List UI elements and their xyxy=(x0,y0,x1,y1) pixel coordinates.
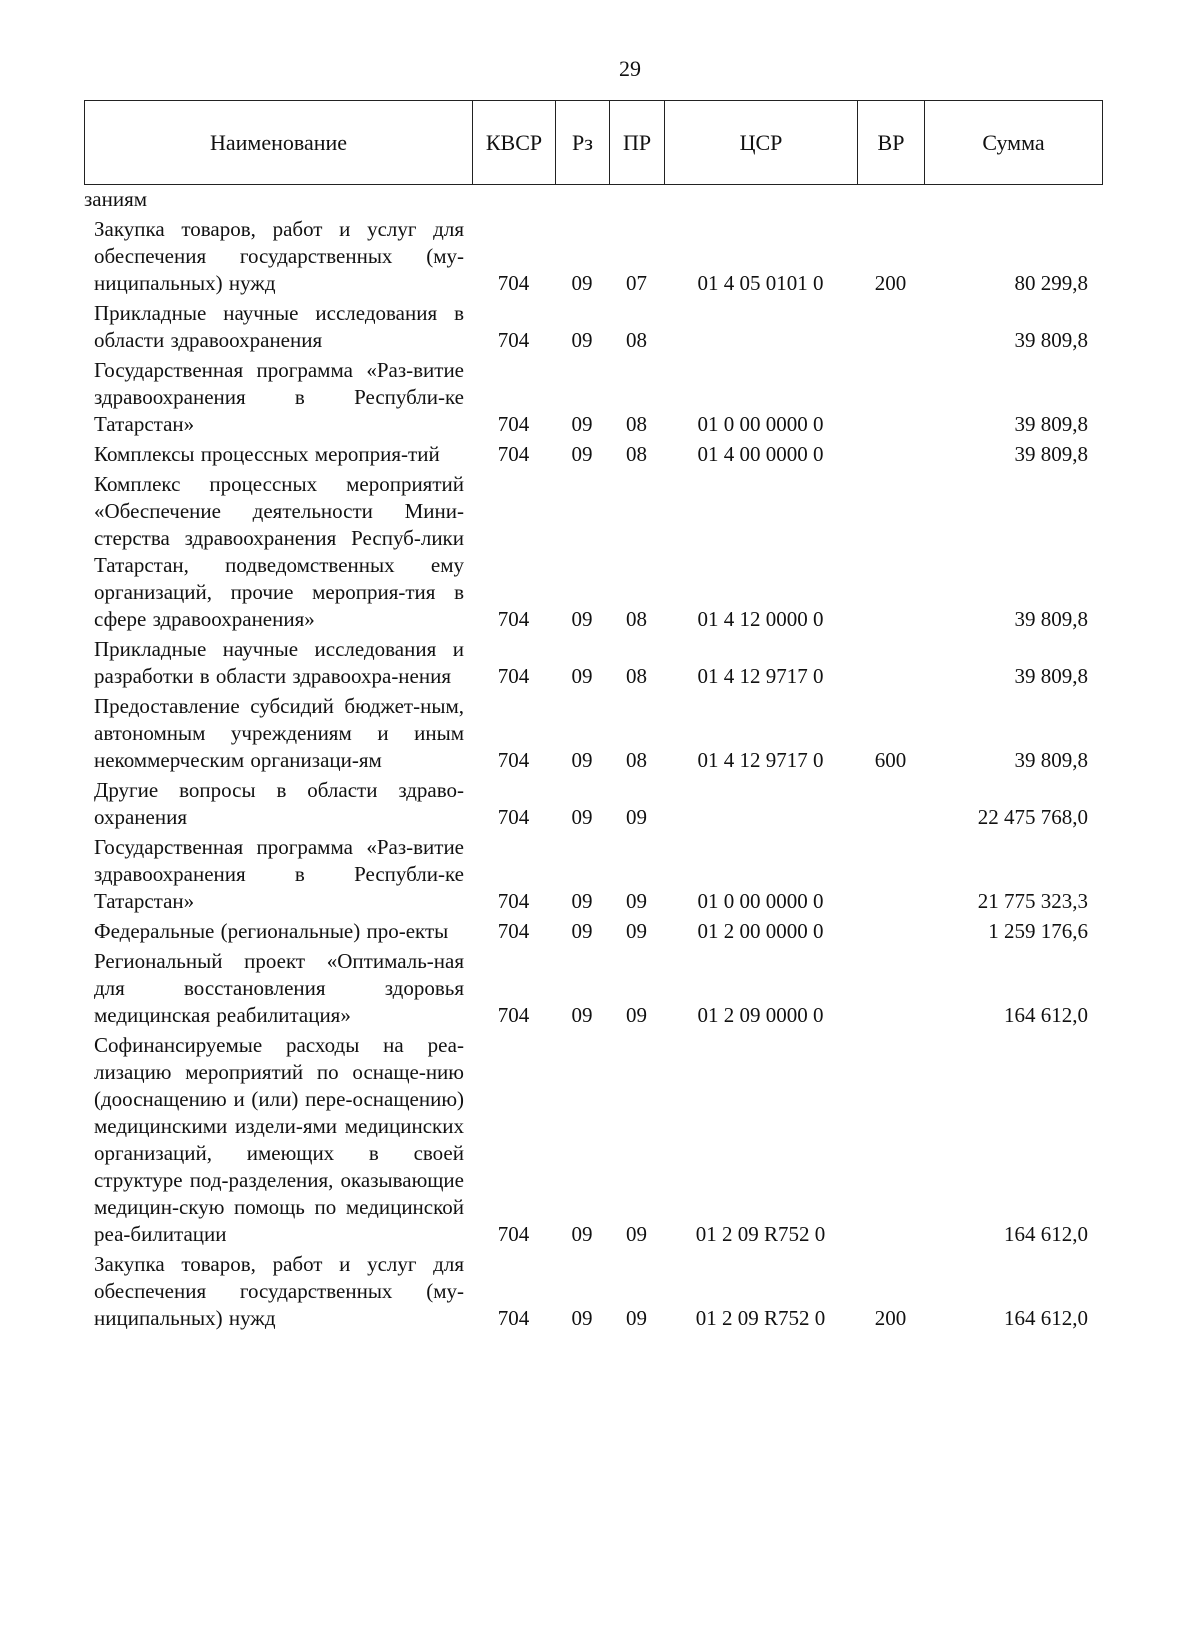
table-row xyxy=(84,915,1102,945)
cell-name: Федеральные (региональные) про-екты xyxy=(94,919,449,943)
cell-pr: 08 xyxy=(626,328,647,352)
cell-pr: 09 xyxy=(626,805,647,829)
cell-vr: 200 xyxy=(874,271,907,295)
cell-name: Прикладные научные исследования в области здравоохранения xyxy=(94,301,464,352)
table-row xyxy=(84,1029,1102,1248)
cell-vr xyxy=(857,297,924,354)
table-row xyxy=(84,468,1102,633)
cell-name: Предоставление субсидий бюджет-ным, автономным учреждениям и иным некоммерческим организаци-ям xyxy=(94,694,464,772)
cell-sum: 39 809,8 xyxy=(1014,412,1088,436)
cell-csr: 01 2 09 R752 0 xyxy=(695,1306,826,1330)
cell-name: Другие вопросы в области здраво-охранения xyxy=(94,778,464,829)
cell-rz: 09 xyxy=(571,805,593,829)
cell-rz: 09 xyxy=(571,271,593,295)
table-row xyxy=(84,213,1102,297)
table-row xyxy=(84,774,1102,831)
cell-csr xyxy=(664,297,857,354)
cell-rz: 09 xyxy=(571,328,593,352)
cell-name: Закупка товаров, работ и услуг для обеспечения государственных (му-ниципальных) нужд xyxy=(94,1252,464,1330)
table-row xyxy=(84,438,1102,468)
cell-vr xyxy=(857,945,924,1029)
cell-name: Региональный проект «Оптималь-ная для восстановления здоровья медицинская реабилитация» xyxy=(94,949,464,1027)
cell-rz: 09 xyxy=(571,664,593,688)
cell-vr: 200 xyxy=(874,1306,907,1330)
cell-name: Государственная программа «Раз-витие здравоохранения в Республи-ке Татарстан» xyxy=(94,835,464,913)
cell-kvsr: 704 xyxy=(497,442,530,466)
cell-name: Софинансируемые расходы на реа-лизацию мероприятий по оснаще-нию (дооснащению и (или) пере-оснащению) медицинскими издели-ями медицинских организаций, имеющих в своей структуре под-разделения, оказывающие медицин-скую помощь по медицинской реа-билитации xyxy=(94,1033,464,1246)
cell-name: Закупка товаров, работ и услуг для обеспечения государственных (му-ниципальных) нужд xyxy=(94,217,464,295)
cell-pr: 09 xyxy=(626,1306,647,1330)
cell-rz: 09 xyxy=(571,1222,593,1246)
cell-kvsr: 704 xyxy=(497,328,530,352)
header-vr: ВР xyxy=(858,101,925,185)
cell-pr: 09 xyxy=(626,889,647,913)
cell-pr: 09 xyxy=(626,1003,647,1027)
cell-sum: 39 809,8 xyxy=(1014,607,1088,631)
cell-pr: 08 xyxy=(626,412,647,436)
cell-kvsr: 704 xyxy=(497,805,530,829)
cell-pr: 08 xyxy=(626,748,647,772)
continuation-text: заниям xyxy=(84,187,148,211)
cell-sum: 80 299,8 xyxy=(1014,271,1088,295)
cell-rz: 09 xyxy=(571,1306,593,1330)
header-name: Наименование xyxy=(85,101,473,185)
cell-vr xyxy=(857,354,924,438)
cell-vr: 600 xyxy=(874,748,907,772)
cell-csr: 01 4 12 9717 0 xyxy=(697,748,824,772)
header-rz: Рз xyxy=(556,101,610,185)
cell-pr: 09 xyxy=(626,919,647,943)
cell-pr: 09 xyxy=(626,1222,647,1246)
cell-rz: 09 xyxy=(571,748,593,772)
table-header xyxy=(84,100,1103,185)
cell-kvsr: 704 xyxy=(497,889,530,913)
cell-csr: 01 2 09 R752 0 xyxy=(695,1222,826,1246)
cell-rz: 09 xyxy=(571,607,593,631)
cell-csr: 01 4 12 0000 0 xyxy=(697,607,824,631)
cell-vr xyxy=(857,1029,924,1248)
header-pr: ПР xyxy=(610,101,665,185)
cell-kvsr: 704 xyxy=(497,664,530,688)
cell-kvsr: 704 xyxy=(497,919,530,943)
cell-kvsr: 704 xyxy=(497,271,530,295)
cell-rz: 09 xyxy=(571,919,593,943)
header-kvsr: КВСР xyxy=(473,101,556,185)
cell-csr: 01 2 00 0000 0 xyxy=(697,919,824,943)
cell-rz: 09 xyxy=(571,889,593,913)
table-row xyxy=(84,633,1102,690)
cell-kvsr: 704 xyxy=(497,748,530,772)
cell-sum: 164 612,0 xyxy=(1004,1306,1088,1330)
cell-csr xyxy=(664,774,857,831)
cell-sum: 1 259 176,6 xyxy=(988,919,1088,943)
cell-pr: 08 xyxy=(626,607,647,631)
header-csr: ЦСР xyxy=(665,101,858,185)
cell-name: Государственная программа «Раз-витие здравоохранения в Республи-ке Татарстан» xyxy=(94,358,464,436)
table-row xyxy=(84,297,1102,354)
cell-sum: 39 809,8 xyxy=(1014,442,1088,466)
cell-sum: 39 809,8 xyxy=(1014,748,1088,772)
table-row xyxy=(84,1248,1102,1332)
table-row xyxy=(84,354,1102,438)
cell-kvsr: 704 xyxy=(497,607,530,631)
cell-csr: 01 4 12 9717 0 xyxy=(697,664,824,688)
cell-csr: 01 4 00 0000 0 xyxy=(697,442,824,466)
table-row xyxy=(84,945,1102,1029)
cell-pr: 08 xyxy=(626,664,647,688)
cell-vr xyxy=(857,831,924,915)
cell-sum: 39 809,8 xyxy=(1014,664,1088,688)
cell-kvsr: 704 xyxy=(497,412,530,436)
cell-name: Прикладные научные исследования и разработки в области здравоохра-нения xyxy=(94,637,464,688)
cell-sum: 164 612,0 xyxy=(1004,1222,1088,1246)
cell-sum: 39 809,8 xyxy=(1014,328,1088,352)
cell-vr xyxy=(857,633,924,690)
cell-vr xyxy=(857,468,924,633)
table-row xyxy=(84,690,1102,774)
budget-table xyxy=(84,186,1102,1332)
continuation-row xyxy=(84,186,1102,213)
cell-rz: 09 xyxy=(571,412,593,436)
cell-vr xyxy=(857,438,924,468)
cell-vr xyxy=(857,774,924,831)
cell-kvsr: 704 xyxy=(497,1306,530,1330)
cell-kvsr: 704 xyxy=(497,1222,530,1246)
cell-csr: 01 4 05 0101 0 xyxy=(697,271,824,295)
cell-vr xyxy=(857,915,924,945)
cell-sum: 164 612,0 xyxy=(1004,1003,1088,1027)
cell-pr: 08 xyxy=(626,442,647,466)
cell-csr: 01 2 09 0000 0 xyxy=(697,1003,824,1027)
cell-csr: 01 0 00 0000 0 xyxy=(697,889,824,913)
cell-name: Комплекс процессных мероприятий «Обеспечение деятельности Мини-стерства здравоохранения Респуб-лики Татарстан, подведомственных ему организаций, прочие мероприя-тия в сфере здравоохранения» xyxy=(94,472,464,631)
cell-csr: 01 0 00 0000 0 xyxy=(697,412,824,436)
cell-kvsr: 704 xyxy=(497,1003,530,1027)
cell-sum: 21 775 323,3 xyxy=(977,889,1088,913)
header-sum: Сумма xyxy=(925,101,1103,185)
cell-sum: 22 475 768,0 xyxy=(977,805,1088,829)
cell-pr: 07 xyxy=(626,271,647,295)
table-row xyxy=(84,831,1102,915)
cell-rz: 09 xyxy=(571,1003,593,1027)
cell-rz: 09 xyxy=(571,442,593,466)
cell-name: Комплексы процессных мероприя-тий xyxy=(94,442,440,466)
page-number: 29 xyxy=(619,56,641,81)
